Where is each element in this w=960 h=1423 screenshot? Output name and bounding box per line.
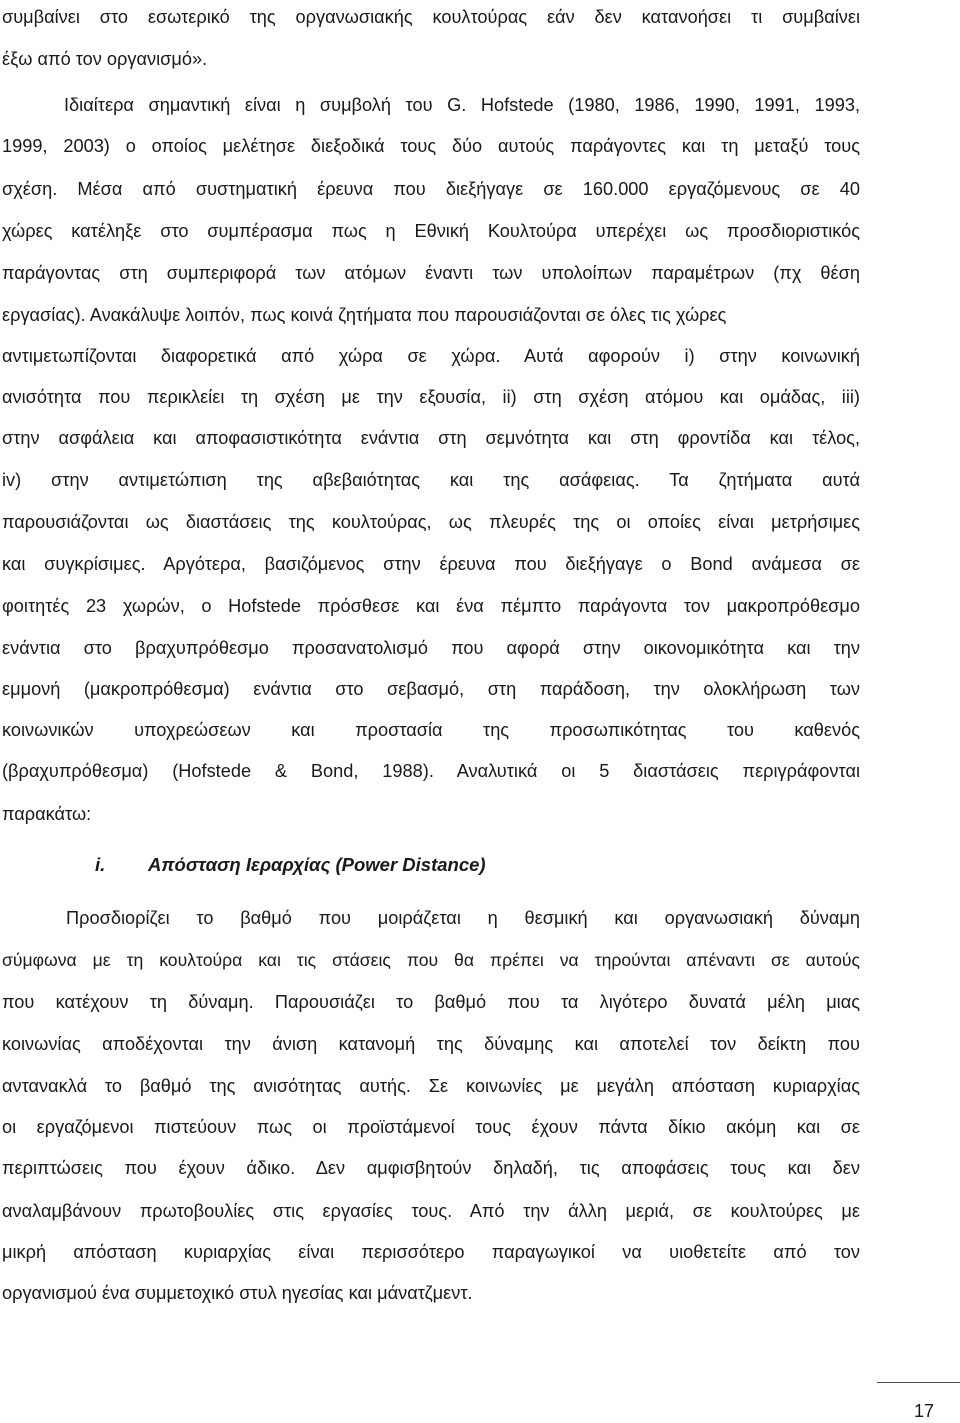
text-line: φοιτητές 23 χωρών, ο Hofstede πρόσθεσε και ένα πέμπτο παράγοντα τον μακροπρόθεσμο bbox=[2, 596, 860, 616]
text-line: σχέση. Μέσα από συστηματική έρευνα που διεξήγαγε σε 160.000 εργαζόμενους σε 40 bbox=[2, 179, 860, 199]
text-line: που κατέχουν τη δύναμη. Παρουσιάζει το βαθμό που τα λιγότερο δυνατά μέλη μιας bbox=[2, 992, 860, 1012]
text-line: περιπτώσεις που έχουν άδικο. Δεν αμφισβητούν δηλαδή, τις αποφάσεις τους και δεν bbox=[2, 1158, 860, 1178]
text-line: εμμονή (μακροπρόθεσμα) ενάντια στο σεβασμό, στη παράδοση, την ολοκλήρωση των bbox=[2, 679, 860, 699]
text-line: σύμφωνα με τη κουλτούρα και τις στάσεις που θα πρέπει να τηρούνται απέναντι σε αυτούς bbox=[2, 950, 860, 970]
text-line: Προσδιορίζει το βαθμό που μοιράζεται η θεσμική και οργανωσιακή δύναμη bbox=[66, 908, 860, 928]
text-line: Ιδιαίτερα σημαντική είναι η συμβολή του G. Hofstede (1980, 1986, 1990, 1991, 1993, bbox=[64, 95, 860, 115]
text-line: iv) στην αντιμετώπιση της αβεβαιότητας και της ασάφειας. Τα ζητήματα αυτά bbox=[2, 470, 860, 490]
text-line: αντανακλά το βαθμό της ανισότητας αυτής. Σε κοινωνίες με μεγάλη απόσταση κυριαρχίας bbox=[2, 1076, 860, 1096]
section-heading-title: Απόσταση Ιεραρχίας (Power Distance) bbox=[148, 854, 486, 875]
text-line: οργανισμού ένα συμμετοχικό στυλ ηγεσίας και μάνατζμεντ. bbox=[2, 1283, 473, 1303]
text-line: συμβαίνει στο εσωτερικό της οργανωσιακής κουλτούρας εάν δεν κατανοήσει τι συμβαίνει bbox=[2, 7, 860, 27]
text-line: ενάντια στο βραχυπρόθεσμο προσανατολισμό που αφορά στην οικονομικότητα και την bbox=[2, 638, 860, 658]
text-line: αντιμετωπίζονται διαφορετικά από χώρα σε χώρα. Αυτά αφορούν i) στην κοινωνική bbox=[2, 346, 860, 366]
text-line: χώρες κατέληξε στο συμπέρασμα πως η Εθνική Κουλτούρα υπερέχει ως προσδιοριστικός bbox=[2, 221, 860, 241]
text-line: κοινωνίας αποδέχονται την άνιση κατανομή της δύναμης και αποτελεί τον δείκτη που bbox=[2, 1034, 860, 1054]
text-line: παρακάτω: bbox=[2, 804, 92, 824]
text-line: παρουσιάζονται ως διαστάσεις της κουλτούρας, ως πλευρές της οι οποίες είναι μετρήσιμες bbox=[2, 512, 860, 532]
text-line: στην ασφάλεια και αποφασιστικότητα ενάντια στη σεμνότητα και στη φροντίδα και τέλος, bbox=[2, 428, 860, 448]
text-line: αναλαμβάνουν πρωτοβουλίες στις εργασίες τους. Από την άλλη μεριά, σε κουλτούρες με bbox=[2, 1201, 860, 1221]
footer-divider bbox=[877, 1382, 960, 1383]
text-line: έξω από τον οργανισμό». bbox=[2, 49, 208, 69]
text-line: κοινωνικών υποχρεώσεων και προστασία της προσωπικότητας του καθενός bbox=[2, 720, 860, 740]
text-line: οι εργαζόμενοι πιστεύουν πως οι προϊστάμενοί τους έχουν πάντα δίκιο ακόμη και σε bbox=[2, 1117, 860, 1137]
section-heading-number: i. bbox=[95, 854, 106, 875]
text-line: ανισότητα που περικλείει τη σχέση με την εξουσία, ii) στη σχέση ατόμου και ομάδας, iii) bbox=[2, 387, 860, 407]
text-line: παράγοντας στη συμπεριφορά των ατόμων έναντι των υπολοίπων παραμέτρων (πχ θέση bbox=[2, 263, 860, 283]
section-heading bbox=[0, 850, 960, 880]
text-line: μικρή απόσταση κυριαρχίας είναι περισσότερο παραγωγικοί να υιοθετείτε από τον bbox=[2, 1242, 860, 1262]
text-line: 1999, 2003) ο οποίος μελέτησε διεξοδικά τους δύο αυτούς παράγοντες και τη μεταξύ τους bbox=[2, 136, 860, 156]
text-line: (βραχυπρόθεσμα) (Hofstede & Bond, 1988). Αναλυτικά οι 5 διαστάσεις περιγράφονται bbox=[2, 761, 860, 781]
text-line: και συγκρίσιμες. Αργότερα, βασιζόμενος στην έρευνα που διεξήγαγε ο Bond ανάμεσα σε bbox=[2, 554, 860, 574]
text-line: εργασίας). Ανακάλυψε λοιπόν, πως κοινά ζητήματα που παρουσιάζονται σε όλες τις χώρες bbox=[2, 305, 727, 325]
page-number: 17 bbox=[914, 1401, 935, 1421]
